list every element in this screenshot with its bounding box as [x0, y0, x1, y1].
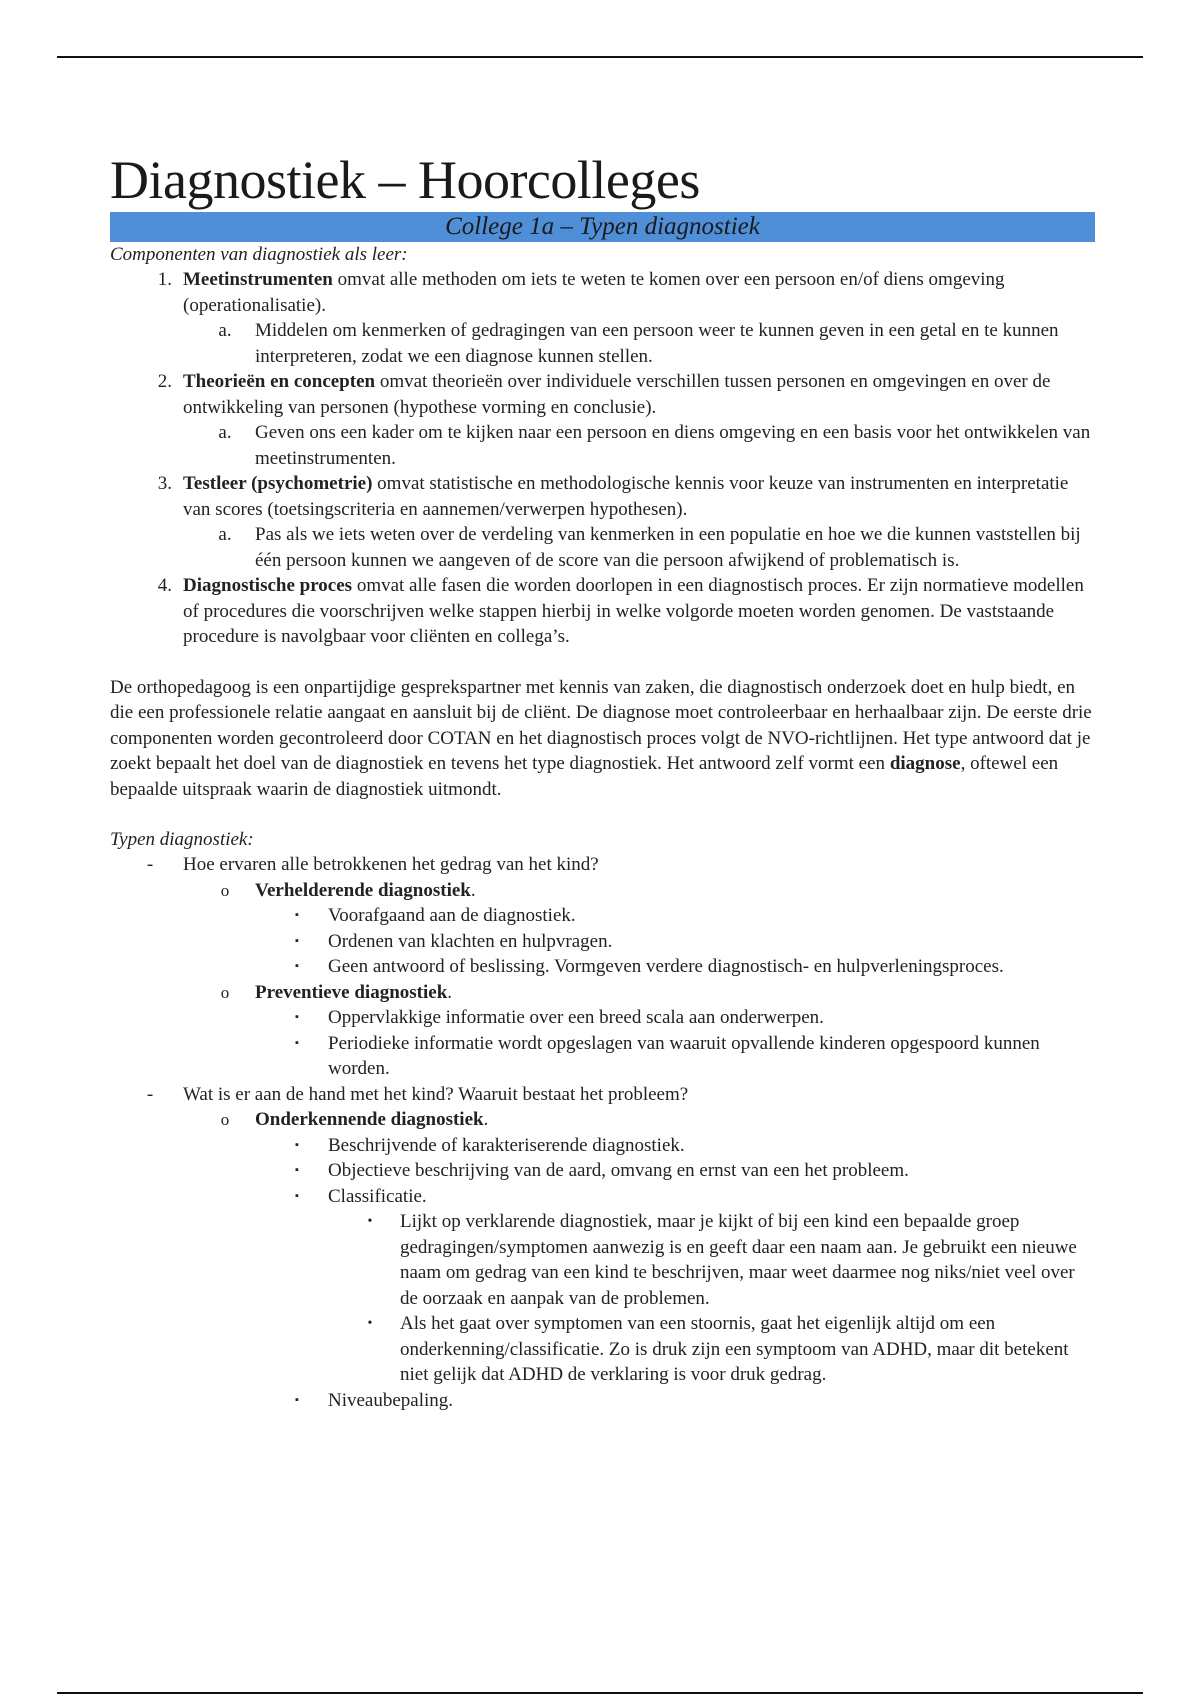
type-point: ▪ Geen antwoord of beslissing. Vormgeven verdere diagnostisch- en hulpverleningsproces.	[110, 954, 1095, 980]
component-subtext: Pas als we iets weten over de verdeling van kenmerken in een populatie en hoe we die kunnen vaststellen bij één persoon kunnen we aangeven of de score van die persoon afwijkend of problematisch is.	[255, 524, 1081, 571]
type-point: ▪ Ordenen van klachten en hulpvragen.	[110, 929, 1095, 955]
component-item	[110, 573, 1095, 650]
bottom-rule	[57, 1692, 1143, 1694]
list-letter: a.	[218, 524, 232, 545]
list-letter: a.	[218, 320, 232, 341]
bullet-marker: •	[367, 1316, 373, 1331]
list-number: 3.	[157, 473, 172, 494]
component-subitem	[110, 420, 1095, 471]
component-item	[110, 471, 1095, 522]
dash-marker: -	[146, 1083, 154, 1105]
type-point: ▪ Oppervlakkige informatie over een breed scala aan onderwerpen.	[110, 1005, 1095, 1031]
list-number: 4.	[157, 575, 172, 596]
square-marker: ▪	[295, 1036, 299, 1049]
component-term: Testleer (psychometrie)	[183, 473, 373, 494]
square-marker: ▪	[295, 1189, 299, 1202]
circle-marker: o	[220, 880, 230, 900]
classificatie-note: • Lijkt op verklarende diagnostiek, maar je kijkt of bij een kind een bepaalde groep gedragingen/symptomen aanwezig is en geeft daar een naam aan. Je gebruikt een nieuwe naam om gedrag van een kind te beschrijven, maar weet daarmee nog niks/niet veel over de oorzaak en aanpak van de problemen.	[110, 1209, 1095, 1311]
diagnostic-type: o Verhelderende diagnostiek.	[110, 878, 1095, 904]
component-subtext: Middelen om kenmerken of gedragingen van een persoon weer te kunnen geven in een getal en te kunnen interpreteren, zodat we een diagnose kunnen stellen.	[255, 320, 1059, 367]
component-item	[110, 369, 1095, 420]
components-list	[110, 267, 1095, 650]
college-banner: College 1a – Typen diagnostiek	[110, 212, 1095, 242]
type-point: ▪ Voorafgaand aan de diagnostiek.	[110, 903, 1095, 929]
diagnostic-type: o Preventieve diagnostiek.	[110, 980, 1095, 1006]
page-title: Diagnostiek – Hoorcolleges	[110, 150, 700, 210]
question-text: Hoe ervaren alle betrokkenen het gedrag van het kind?	[183, 854, 599, 875]
square-marker: ▪	[295, 1138, 299, 1151]
question-item	[110, 852, 1095, 878]
diagnostic-type: o Onderkennende diagnostiek.	[110, 1107, 1095, 1133]
type-point: ▪ Beschrijvende of karakteriserende diagnostiek.	[110, 1133, 1095, 1159]
square-marker: ▪	[295, 960, 299, 972]
dash-marker: -	[146, 854, 154, 875]
circle-marker: o	[220, 1110, 230, 1129]
square-marker: ▪	[295, 909, 299, 921]
component-term: Theorieën en concepten	[183, 371, 376, 392]
component-subitem	[110, 522, 1095, 573]
list-number: 1.	[157, 269, 172, 290]
component-text: omvat alle fasen die worden doorlopen in een diagnostisch proces. Er zijn normatieve modellen of procedures die voorschrijven welke stappen hierbij in welke volgorde moeten worden genomen. De vaststaande procedure is navolgbaar voor cliënten en collega’s.	[183, 575, 1084, 647]
component-term: Diagnostische proces	[183, 575, 353, 596]
square-marker: ▪	[295, 1393, 299, 1406]
document-body	[110, 150, 1095, 1413]
types-heading: Typen diagnostiek:	[110, 829, 254, 850]
type-point: ▪ Periodieke informatie wordt opgeslagen van waaruit opvallende kinderen opgespoord kunnen worden.	[110, 1031, 1095, 1082]
square-marker: ▪	[295, 934, 299, 947]
type-name: Onderkennende diagnostiek	[255, 1109, 484, 1130]
square-marker: ▪	[295, 1011, 299, 1023]
square-marker: ▪	[295, 1164, 299, 1176]
question-text: Wat is er aan de hand met het kind? Waaruit bestaat het probleem?	[183, 1083, 689, 1105]
component-text: omvat statistische en methodologische kennis voor keuze van instrumenten en interpretatie van scores (toetsingscriteria en aannemen/verwerpen hypothesen).	[183, 473, 1069, 520]
list-number: 2.	[157, 371, 172, 392]
question-item	[110, 1082, 1095, 1108]
component-term: Meetinstrumenten	[183, 269, 333, 290]
classificatie-note: • Als het gaat over symptomen van een stoornis, gaat het eigenlijk altijd om een onderkenning/classificatie. Zo is druk zijn een symptoom van ADHD, maar dit betekent niet gelijk dat ADHD de verklaring is voor druk gedrag.	[110, 1311, 1095, 1388]
orthopedagoog-paragraph: De orthopedagoog is een onpartijdige gesprekspartner met kennis van zaken, die diagnostisch onderzoek doet en hulp biedt, en die een professionele relatie aangaat en aansluit bij de cliënt. De diagnose moet controleerbaar en herhaalbaar zijn. De eerste drie componenten worden gecontroleerd door COTAN en het diagnostisch proces volgt de NVO-richtlijnen. Het type antwoord dat je zoekt bepaalt het doel van de diagnostiek en tevens het type diagnostiek. Het antwoord zelf vormt een diagnose, oftewel een bepaalde uitspraak waarin de diagnostiek uitmondt.	[110, 676, 1092, 800]
type-point: ▪ Classificatie.	[110, 1184, 1095, 1210]
component-subitem	[110, 318, 1095, 369]
components-heading: Componenten van diagnostiek als leer:	[110, 244, 408, 265]
component-text: omvat alle methoden om iets te weten te komen over een persoon en/of diens omgeving (operationalisatie).	[183, 269, 1005, 316]
type-point: ▪ Niveaubepaling.	[110, 1388, 1095, 1414]
type-name: Preventieve diagnostiek	[255, 981, 448, 1003]
type-point: ▪ Objectieve beschrijving van de aard, omvang en ernst van een het probleem.	[110, 1158, 1095, 1184]
circle-marker: o	[220, 982, 230, 1002]
type-name: Verhelderende diagnostiek	[255, 879, 471, 901]
top-rule	[57, 56, 1143, 58]
list-letter: a.	[218, 422, 232, 443]
bullet-marker: •	[367, 1214, 373, 1229]
diagnose-term: diagnose	[889, 753, 961, 774]
component-subtext: Geven ons een kader om te kijken naar een persoon en diens omgeving en een basis voor het ontwikkelen van meetinstrumenten.	[255, 422, 1091, 469]
component-item	[110, 267, 1095, 318]
component-text: omvat theorieën over individuele verschillen tussen personen en omgevingen en over de ontwikkeling van personen (hypothese vorming en conclusie).	[183, 371, 1051, 418]
